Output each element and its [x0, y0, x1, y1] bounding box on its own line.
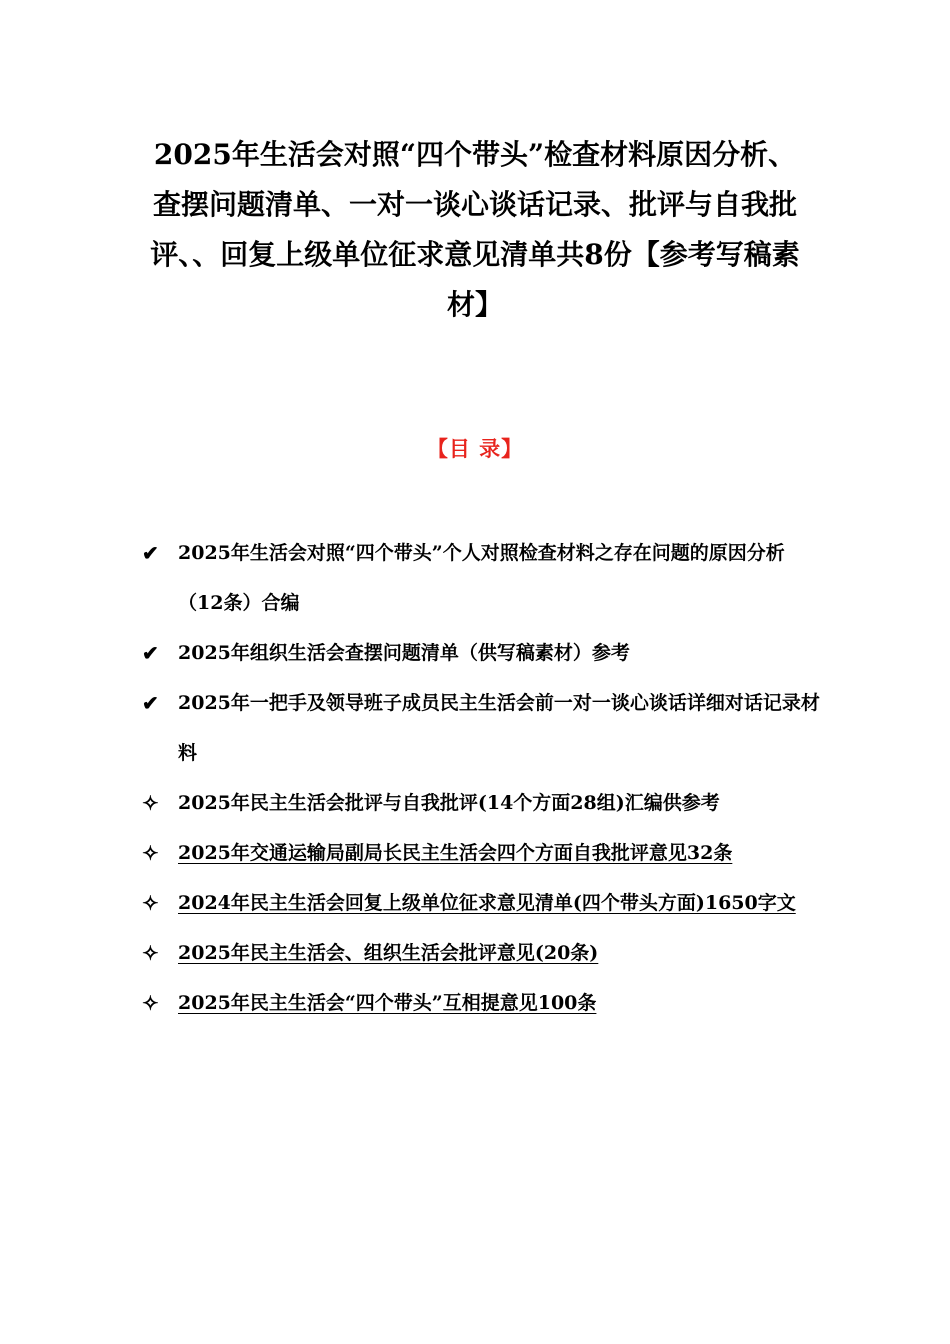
four-point-star-icon: ✧	[142, 941, 159, 965]
toc-item-link[interactable]	[140, 878, 820, 928]
four-point-star-icon: ✧	[142, 991, 159, 1015]
toc-item-link[interactable]	[140, 828, 820, 878]
document-title: 2025年生活会对照“四个带头”检查材料原因分析、查摆问题清单、一对一谈心谈话记录、批评与自我批评、、回复上级单位征求意见清单共8份【参考写稿素材】	[150, 138, 800, 321]
toc-heading: 【目 录】	[426, 436, 524, 461]
toc-item-text: 2025年组织生活会查摆问题清单（供写稿素材）参考	[178, 642, 630, 664]
toc-item-link-text[interactable]: 2025年民主生活会“四个带头”互相提意见100条	[178, 992, 597, 1014]
toc-item-text: 2025年生活会对照“四个带头”个人对照检查材料之存在问题的原因分析（12条）合编	[178, 542, 785, 614]
toc-item-text: 2025年一把手及领导班子成员民主生活会前一对一谈心谈话详细对话记录材料	[178, 692, 820, 764]
toc-item	[140, 628, 820, 678]
four-point-star-icon: ✧	[142, 891, 159, 915]
toc-item	[140, 678, 820, 778]
check-mark-icon: ✔	[142, 691, 159, 715]
toc-item-text: 2025年民主生活会批评与自我批评(14个方面28组)汇编供参考	[178, 792, 720, 814]
toc-item-link-text[interactable]: 2025年交通运输局副局长民主生活会四个方面自我批评意见32条	[178, 842, 733, 864]
toc-item-link[interactable]	[140, 928, 820, 978]
four-point-star-icon: ✧	[142, 841, 159, 865]
toc-item	[140, 778, 820, 828]
toc-item-link-text[interactable]: 2025年民主生活会、组织生活会批评意见(20条)	[178, 942, 599, 964]
toc-list	[140, 528, 820, 1028]
check-mark-icon: ✔	[142, 641, 159, 665]
check-mark-icon: ✔	[142, 541, 159, 565]
four-point-star-icon: ✧	[142, 791, 159, 815]
toc-item	[140, 528, 820, 628]
toc-item-link[interactable]	[140, 978, 820, 1028]
toc-item-link-text[interactable]: 2024年民主生活会回复上级单位征求意见清单(四个带头方面)1650字文	[178, 892, 796, 914]
